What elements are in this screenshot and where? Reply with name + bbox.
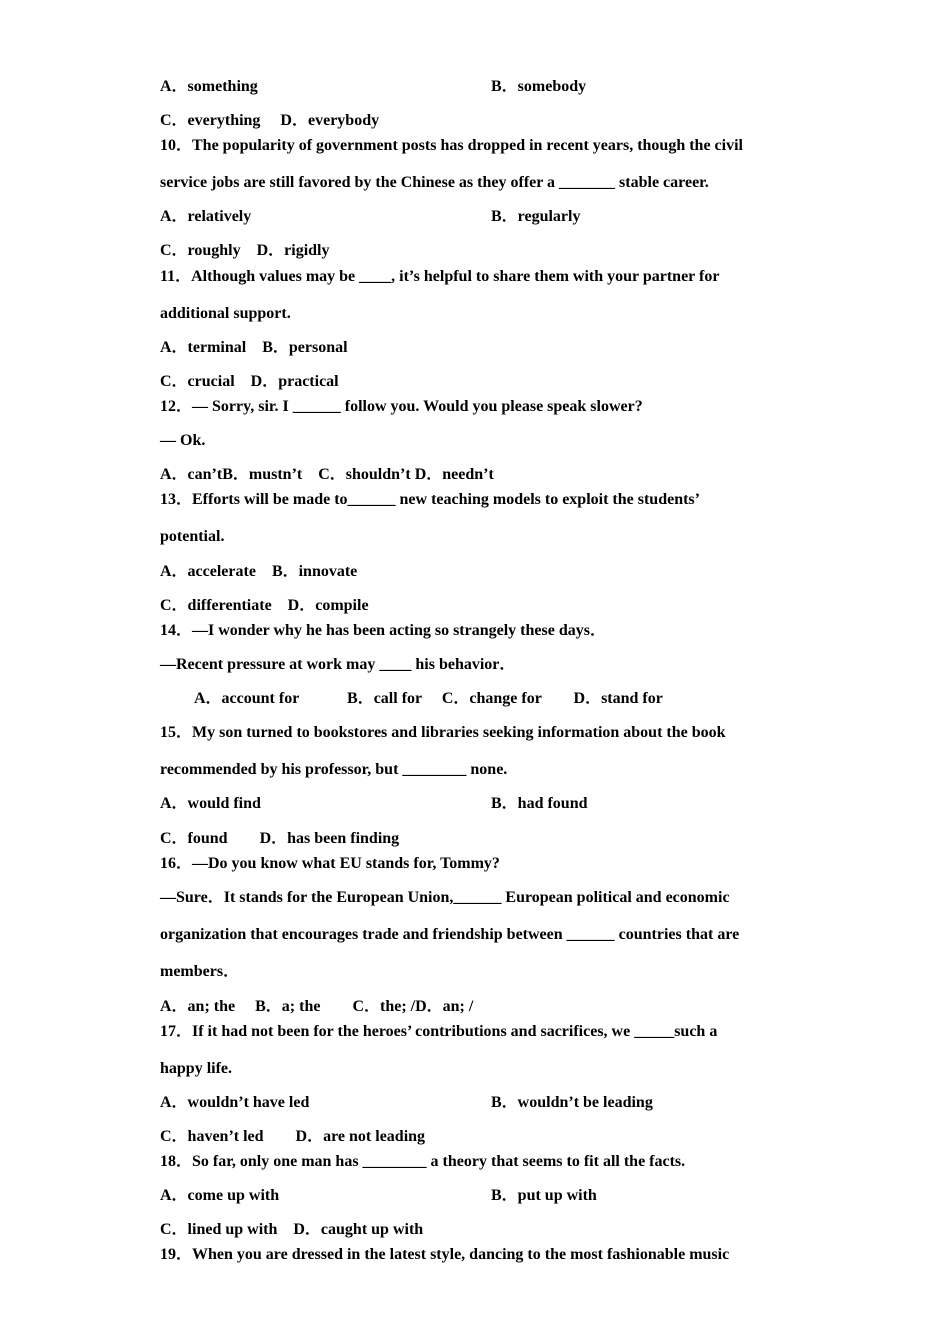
q17-option-a: A．wouldn’t have led	[160, 1094, 310, 1111]
q16-stem-line4: members．	[160, 963, 240, 980]
q15-option-a: A．would find	[160, 795, 261, 812]
q16-stem-line1: 16．—Do you know what EU stands for, Tommy?	[160, 855, 500, 872]
q12-options: A．can’tB．mustn’t C．shouldn’t D．needn’t	[160, 466, 494, 483]
q11-options-cd: C．crucial D．practical	[160, 373, 339, 390]
q10-option-b: B．regularly	[491, 208, 581, 225]
q10-option-a: A．relatively	[160, 208, 252, 225]
q17-stem-line2: happy life.	[160, 1060, 233, 1077]
q18-option-b: B．put up with	[491, 1187, 597, 1204]
q14-stem-line2: —Recent pressure at work may ____ his behavior．	[160, 656, 516, 673]
q13-options-ab: A．accelerate B．innovate	[160, 563, 358, 580]
q11-stem-line2: additional support.	[160, 305, 291, 322]
q15-options-cd: C．found D．has been finding	[160, 830, 400, 847]
q12-stem-line1: 12．— Sorry, sir. I ______ follow you. Would you please speak slower?	[160, 398, 643, 415]
q12-stem-line2: — Ok.	[160, 432, 206, 449]
q18-options-ab	[160, 1186, 597, 1206]
q17-stem-line1: 17．If it had not been for the heroes’ contributions and sacrifices, we _____such a	[160, 1023, 718, 1040]
q17-option-b: B．wouldn’t be leading	[491, 1094, 653, 1111]
q15-options-ab	[160, 794, 588, 814]
q15-stem-line2: recommended by his professor, but ________ none.	[160, 761, 508, 778]
q15-option-b: B．had found	[491, 795, 588, 812]
q10-options-ab	[160, 207, 581, 227]
q16-options: A．an; the B．a; the C．the; /D．an; /	[160, 998, 474, 1015]
q18-option-a: A．come up with	[160, 1187, 280, 1204]
q13-stem-line2: potential.	[160, 528, 225, 545]
q9-option-b: B．somebody	[491, 78, 587, 95]
q13-options-cd: C．differentiate D．compile	[160, 597, 369, 614]
q10-stem-line1: 10．The popularity of government posts has dropped in recent years, though the civil	[160, 137, 743, 154]
q14-stem-line1: 14．—I wonder why he has been acting so strangely these days．	[160, 622, 606, 639]
q10-options-cd: C．roughly D．rigidly	[160, 242, 330, 259]
q9-option-a: A．something	[160, 78, 258, 95]
q13-stem-line1: 13．Efforts will be made to______ new teaching models to exploit the students’	[160, 491, 700, 508]
q14-options: A．account for B．call for C．change for D．stand for	[194, 690, 663, 707]
q11-options-ab: A．terminal B．personal	[160, 339, 348, 356]
q17-options-ab	[160, 1093, 653, 1113]
q15-stem-line1: 15．My son turned to bookstores and libraries seeking information about the book	[160, 724, 726, 741]
q9-options-cd: C．everything D．everybody	[160, 112, 380, 129]
q18-stem-line1: 18．So far, only one man has ________ a theory that seems to fit all the facts.	[160, 1153, 686, 1170]
q10-stem-line2: service jobs are still favored by the Chinese as they offer a _______ stable career.	[160, 174, 709, 191]
q18-options-cd: C．lined up with D．caught up with	[160, 1221, 424, 1238]
q16-stem-line3: organization that encourages trade and friendship between ______ countries that are	[160, 926, 740, 943]
q16-stem-line2: —Sure．It stands for the European Union,______ European political and economic	[160, 889, 730, 906]
q11-stem-line1: 11．Although values may be ____, it’s helpful to share them with your partner for	[160, 268, 720, 285]
q19-stem-line1: 19．When you are dressed in the latest style, dancing to the most fashionable music	[160, 1246, 730, 1263]
q17-options-cd: C．haven’t led D．are not leading	[160, 1128, 426, 1145]
question-9-options-ab	[160, 77, 587, 97]
